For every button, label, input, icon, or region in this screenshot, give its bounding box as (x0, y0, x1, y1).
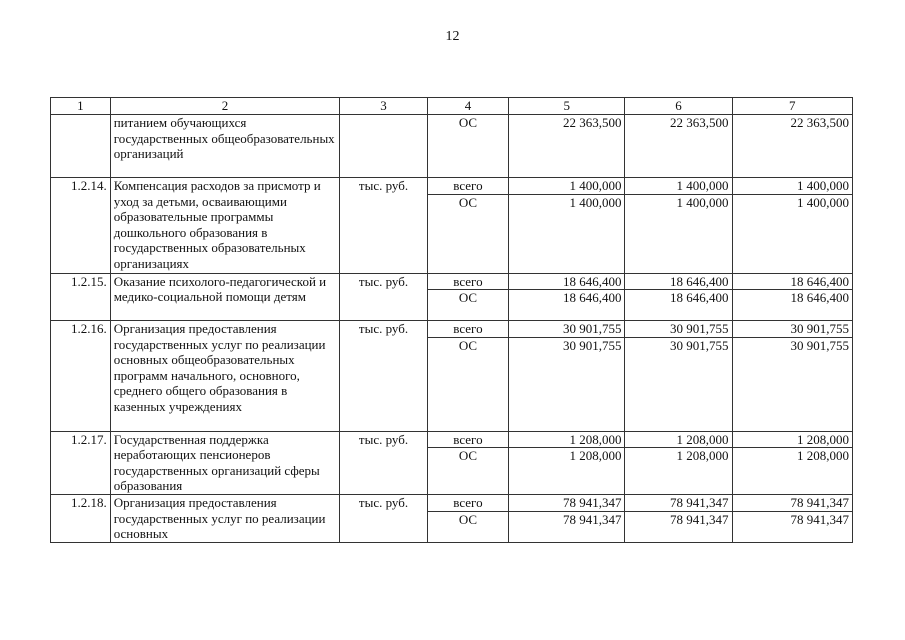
value-cell: 1 208,000 (732, 448, 853, 495)
value-cell: 1 208,000 (625, 448, 732, 495)
row-name: Организация предоставления государственных услуг по реализации основных общеобразовательных программ начального, основного, среднего общего образования в казенных учреждениях (110, 321, 340, 432)
value-cell: 78 941,347 (625, 511, 732, 542)
column-header: 5 (509, 98, 625, 115)
value-cell: 1 208,000 (625, 431, 732, 448)
table-row (51, 321, 853, 338)
row-unit (340, 115, 428, 178)
value-cell: 30 901,755 (732, 337, 853, 431)
value-cell: 18 646,400 (732, 290, 853, 321)
value-cell: 30 901,755 (732, 321, 853, 338)
row-source: всего (427, 321, 508, 338)
value-cell: 1 400,000 (732, 178, 853, 195)
value-cell: 78 941,347 (732, 495, 853, 512)
table-row (51, 115, 853, 178)
value-cell: 78 941,347 (509, 495, 625, 512)
column-header: 1 (51, 98, 111, 115)
row-source: всего (427, 431, 508, 448)
value-cell: 1 208,000 (509, 431, 625, 448)
row-number: 1.2.15. (51, 273, 111, 321)
value-cell: 78 941,347 (732, 511, 853, 542)
value-cell: 30 901,755 (509, 337, 625, 431)
row-name: Оказание психолого-педагогической и медико-социальной помощи детям (110, 273, 340, 321)
row-source: ОС (427, 290, 508, 321)
row-name: Государственная поддержка неработающих пенсионеров государственных организаций сферы образования (110, 431, 340, 495)
column-header: 6 (625, 98, 732, 115)
value-cell: 1 400,000 (509, 194, 625, 273)
row-source: всего (427, 495, 508, 512)
row-unit: тыс. руб. (340, 431, 428, 495)
value-cell: 18 646,400 (509, 290, 625, 321)
row-name: питанием обучающихся государственных общеобразовательных организаций (110, 115, 340, 178)
row-number: 1.2.18. (51, 495, 111, 543)
value-cell: 22 363,500 (732, 115, 853, 178)
value-cell: 18 646,400 (625, 290, 732, 321)
row-source: ОС (427, 194, 508, 273)
column-header: 4 (427, 98, 508, 115)
value-cell: 1 208,000 (509, 448, 625, 495)
row-source: ОС (427, 511, 508, 542)
row-name: Компенсация расходов за присмотр и уход за детьми, осваивающими образовательные программы дошкольного образования в государственных образовательных организациях (110, 178, 340, 274)
value-cell: 30 901,755 (509, 321, 625, 338)
table-row (51, 273, 853, 290)
value-cell: 1 400,000 (625, 178, 732, 195)
row-source: всего (427, 178, 508, 195)
value-cell: 22 363,500 (509, 115, 625, 178)
value-cell: 78 941,347 (509, 511, 625, 542)
row-number (51, 115, 111, 178)
row-source: ОС (427, 115, 508, 178)
value-cell: 1 208,000 (732, 431, 853, 448)
row-unit: тыс. руб. (340, 273, 428, 321)
table-row (51, 431, 853, 448)
row-unit: тыс. руб. (340, 178, 428, 274)
value-cell: 30 901,755 (625, 337, 732, 431)
row-source: ОС (427, 337, 508, 431)
value-cell: 18 646,400 (509, 273, 625, 290)
row-unit: тыс. руб. (340, 495, 428, 543)
row-source: ОС (427, 448, 508, 495)
value-cell: 1 400,000 (625, 194, 732, 273)
column-header: 7 (732, 98, 853, 115)
row-name: Организация предоставления государственных услуг по реализации основных (110, 495, 340, 543)
value-cell: 22 363,500 (625, 115, 732, 178)
value-cell: 30 901,755 (625, 321, 732, 338)
value-cell: 1 400,000 (509, 178, 625, 195)
row-source: всего (427, 273, 508, 290)
table-row (51, 495, 853, 512)
value-cell: 78 941,347 (625, 495, 732, 512)
budget-table (50, 97, 853, 543)
row-number: 1.2.17. (51, 431, 111, 495)
value-cell: 18 646,400 (625, 273, 732, 290)
row-number: 1.2.14. (51, 178, 111, 274)
value-cell: 1 400,000 (732, 194, 853, 273)
value-cell: 18 646,400 (732, 273, 853, 290)
table-row (51, 178, 853, 195)
table-header-row (51, 98, 853, 115)
row-number: 1.2.16. (51, 321, 111, 432)
column-header: 3 (340, 98, 428, 115)
page-number: 12 (445, 29, 460, 44)
row-unit: тыс. руб. (340, 321, 428, 432)
column-header: 2 (110, 98, 340, 115)
